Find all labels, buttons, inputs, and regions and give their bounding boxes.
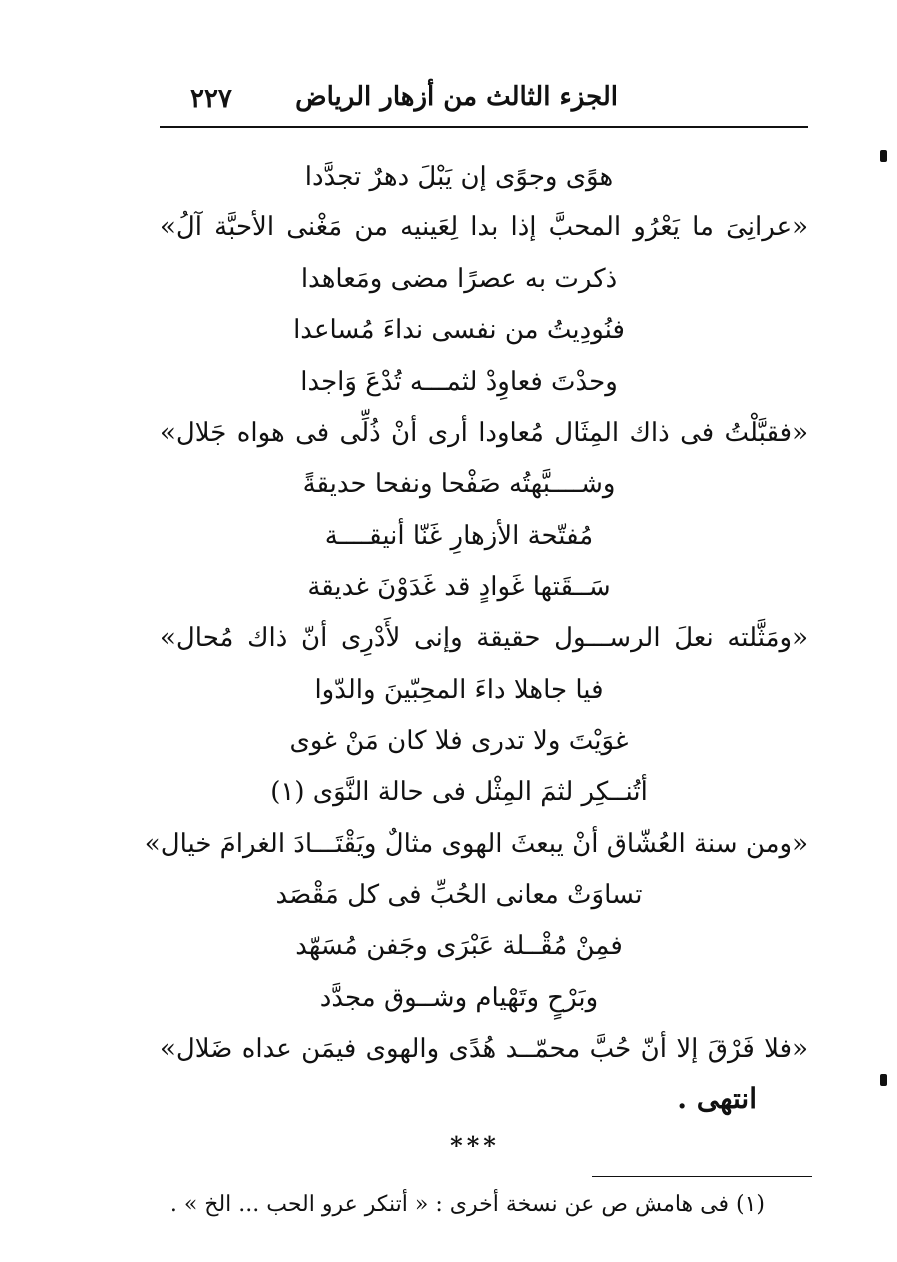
poem-couplet-line: «فقبَّلْتُ فى ذاك المِثَال مُعاودا أرى أنْ ذُلِّى فى هواه جَلال» bbox=[160, 418, 808, 448]
poem-line: فمِنْ مُقْــلة عَبْرَى وجَفن مُسَهّد bbox=[295, 931, 623, 961]
poem-line: غوَيْتَ ولا تدرى فلا كان مَنْ غوى bbox=[289, 726, 629, 756]
page-header bbox=[160, 82, 808, 122]
margin-mark bbox=[880, 150, 887, 162]
poem-line: فنُودِيتُ من نفسى نداءَ مُساعدا bbox=[293, 315, 625, 345]
poem-line: وحدْتَ فعاوِدْ لثمـــه تُدْعَ وَاجدا bbox=[300, 367, 618, 397]
poem-line: ذكرت به عصرًا مضى ومَعاهدا bbox=[300, 264, 618, 294]
poem-line: وبَرْحٍ وتَهْيام وشــوق مجدَّد bbox=[319, 983, 599, 1013]
poem-line: مُفتّحة الأزهارِ غَنّا أنيقــــة bbox=[324, 521, 594, 551]
poem-couplet-line: «ومَثَّلته نعلَ الرســـول حقيقة وإنى لأَدْرِى أنّ ذاك مُحال» bbox=[160, 623, 808, 653]
poem-couplet-line: «فلا فَرْقَ إلا أنّ حُبَّ محمّــد هُدًى والهوى فيمَن عداه ضَلال» bbox=[160, 1034, 808, 1064]
running-title: الجزء الثالث من أزهار الرياض bbox=[295, 82, 618, 112]
header-rule bbox=[160, 126, 808, 128]
margin-mark bbox=[880, 1074, 887, 1086]
end-word: انتهى . bbox=[677, 1082, 757, 1115]
poem-couplet-line: «عرانِىَ ما يَعْرُو المحبَّ إذا بدا لِعَينيه من مَغْنى الأحبَّة آلُ» bbox=[160, 212, 808, 242]
footnote-rule bbox=[592, 1176, 812, 1177]
poem-line: تساوَتْ معانى الحُبِّ فى كل مَقْصَد bbox=[275, 880, 643, 910]
poem-line: وشــــبَّهتُه صَفْحا ونفحا حديقةً bbox=[302, 469, 616, 499]
footnote: (١) فى هامش ص عن نسخة أخرى : « أتنكر عرو الحب ... الخ » . bbox=[169, 1192, 765, 1217]
poem-line: سَــقَتها غَوادٍ قد غَدَوْنَ غديقة bbox=[307, 572, 611, 602]
poem-line: هوًى وجوًى إن يَبْلَ دهرٌ تجدَّدا bbox=[304, 162, 614, 192]
poem-couplet-line: «ومن سنة العُشّاق أنْ يبعثَ الهوى مثالٌ ويَقْتَـــادَ الغرامَ خيال» bbox=[144, 829, 808, 859]
page-number: ٢٢٧ bbox=[190, 84, 232, 114]
section-divider-asterisks: *** bbox=[450, 1131, 500, 1160]
poem-line: فيا جاهلا داءَ المحِبّينَ والدّوا bbox=[314, 675, 604, 705]
poem-line: أتُنــكِر لثمَ المِثْل فى حالة النَّوَى (١) bbox=[270, 777, 648, 807]
